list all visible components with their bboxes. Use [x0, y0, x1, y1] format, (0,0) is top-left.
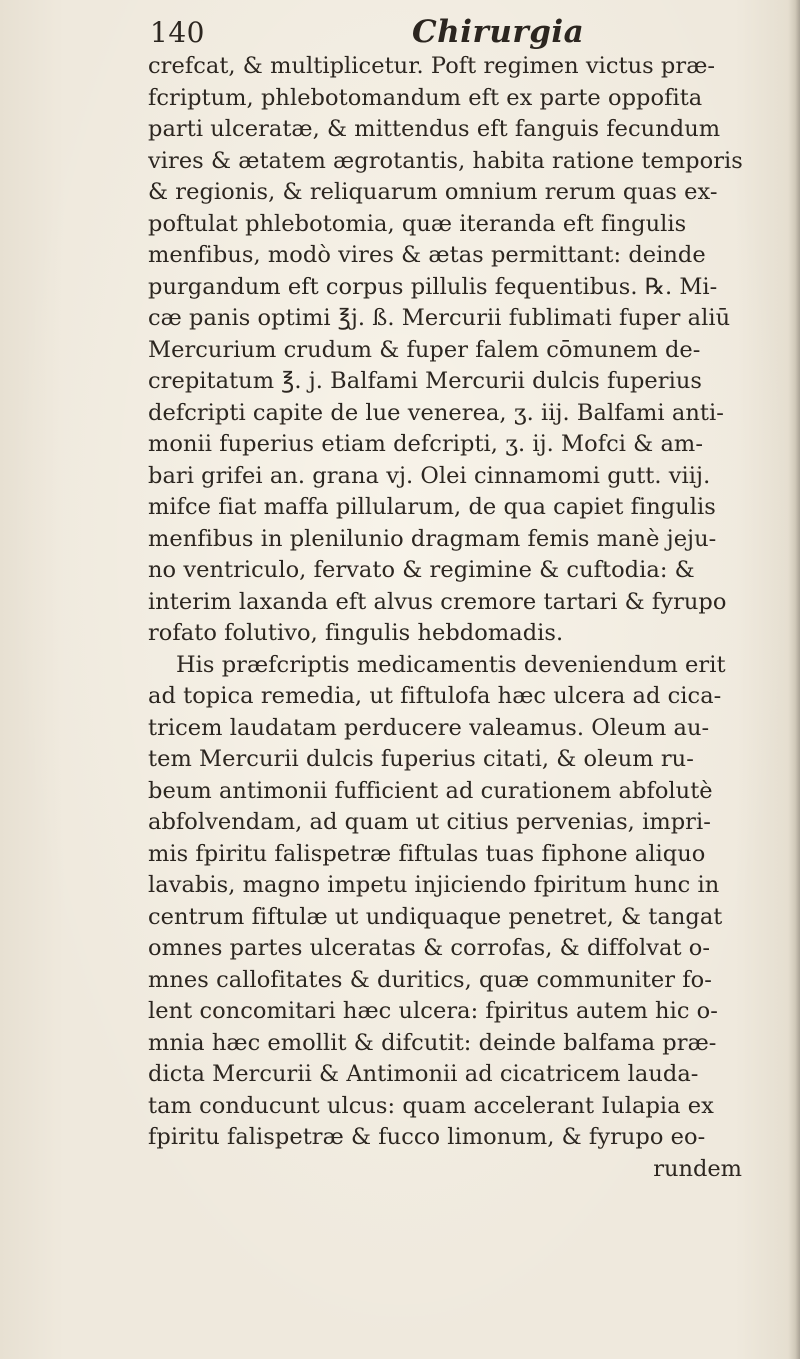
text-line: omnes partes ulceratas & corrofas, & diffolvat o- — [148, 935, 711, 961]
page-number: 140 — [150, 16, 205, 49]
text-line: tem Mercurii dulcis fuperius citati, & oleum ru- — [148, 746, 694, 772]
text-line: bari grifei an. grana vj. Olei cinnamomi gutt. viij. — [148, 462, 711, 489]
text-line: mifce fiat maffa pillularum, de qua capiet fingulis — [148, 494, 716, 520]
text-line: menfibus, modò vires & ætas permittant: deinde — [148, 242, 706, 268]
body-text — [148, 51, 768, 1185]
text-line: defcripti capite de lue venerea, ʒ. iij. Balfami anti- — [148, 399, 724, 426]
text-line: menfibus in plenilunio dragmam femis manè jeju- — [148, 525, 717, 552]
text-line: parti ulceratæ, & mittendus eft fanguis fecundum — [148, 116, 721, 142]
text-line: rofato folutivo, fingulis hebdomadis. — [148, 620, 564, 646]
text-line: lavabis, magno impetu injiciendo fpiritum hunc in — [148, 872, 720, 898]
text-line: fpiritu falispetræ & fucco limonum, & fyrupo eo- — [148, 1124, 706, 1150]
text-line: beum antimonii fufficient ad curationem abfolutè — [148, 777, 713, 804]
text-line: lent concomitari hæc ulcera: fpiritus autem hic o- — [148, 998, 718, 1024]
text-line: mnes callofitates & duritics, quæ communiter fo- — [148, 966, 712, 993]
page-edge-shadow — [788, 0, 800, 1359]
paragraph-start-line: His præfcriptis medicamentis deveniendum erit — [176, 651, 726, 678]
text-line: purgandum eft corpus pillulis fequentibus. ℞. Mi- — [148, 273, 718, 300]
text-line: abfolvendam, ad quam ut citius pervenias, impri- — [148, 809, 711, 835]
text-line: crefcat, & multiplicetur. Poft regimen victus præ- — [148, 53, 716, 79]
text-line: mnia hæc emollit & difcutit: deinde balfama præ- — [148, 1029, 717, 1056]
text-line: & regionis, & reliquarum omnium rerum quas ex- — [148, 179, 718, 205]
text-line: fcriptum, phlebotomandum eft ex parte oppofita — [148, 84, 703, 111]
text-line: cæ panis optimi ℥j. ß. Mercurii fublimati fuper aliū — [148, 305, 731, 331]
text-line: centrum fiftulæ ut undiquaque penetret, & tangat — [148, 903, 723, 930]
page-header — [150, 12, 760, 52]
text-line: ad topica remedia, ut fiftulofa hæc ulcera ad cica- — [148, 683, 722, 709]
text-line: interim laxanda eft alvus cremore tartari & fyrupo — [148, 588, 727, 615]
text-line: crepitatum ℥. j. Balfami Mercurii dulcis fuperius — [148, 368, 702, 394]
text-line: Mercurium crudum & fuper falem cōmunem de- — [148, 336, 701, 363]
text-line: dicta Mercurii & Antimonii ad cicatricem lauda- — [148, 1061, 699, 1087]
text-line: monii fuperius etiam defcripti, ʒ. ij. Mofci & am- — [148, 431, 703, 457]
text-line: no ventriculo, fervato & regimine & cuftodia: & — [148, 557, 695, 583]
text-line: poftulat phlebotomia, quæ iteranda eft fingulis — [148, 210, 687, 237]
text-line: mis fpiritu falispetræ fiftulas tuas fiphone aliquo — [148, 840, 706, 867]
text-line: tricem laudatam perducere valeamus. Oleum au- — [148, 714, 710, 741]
text-line: tam conducunt ulcus: quam accelerant Iulapia ex — [148, 1092, 714, 1119]
text-line: vires & ætatem ægrotantis, habita ratione temporis — [148, 147, 743, 174]
catchword: rundem — [653, 1155, 742, 1182]
running-head: Chirurgia — [412, 14, 585, 50]
